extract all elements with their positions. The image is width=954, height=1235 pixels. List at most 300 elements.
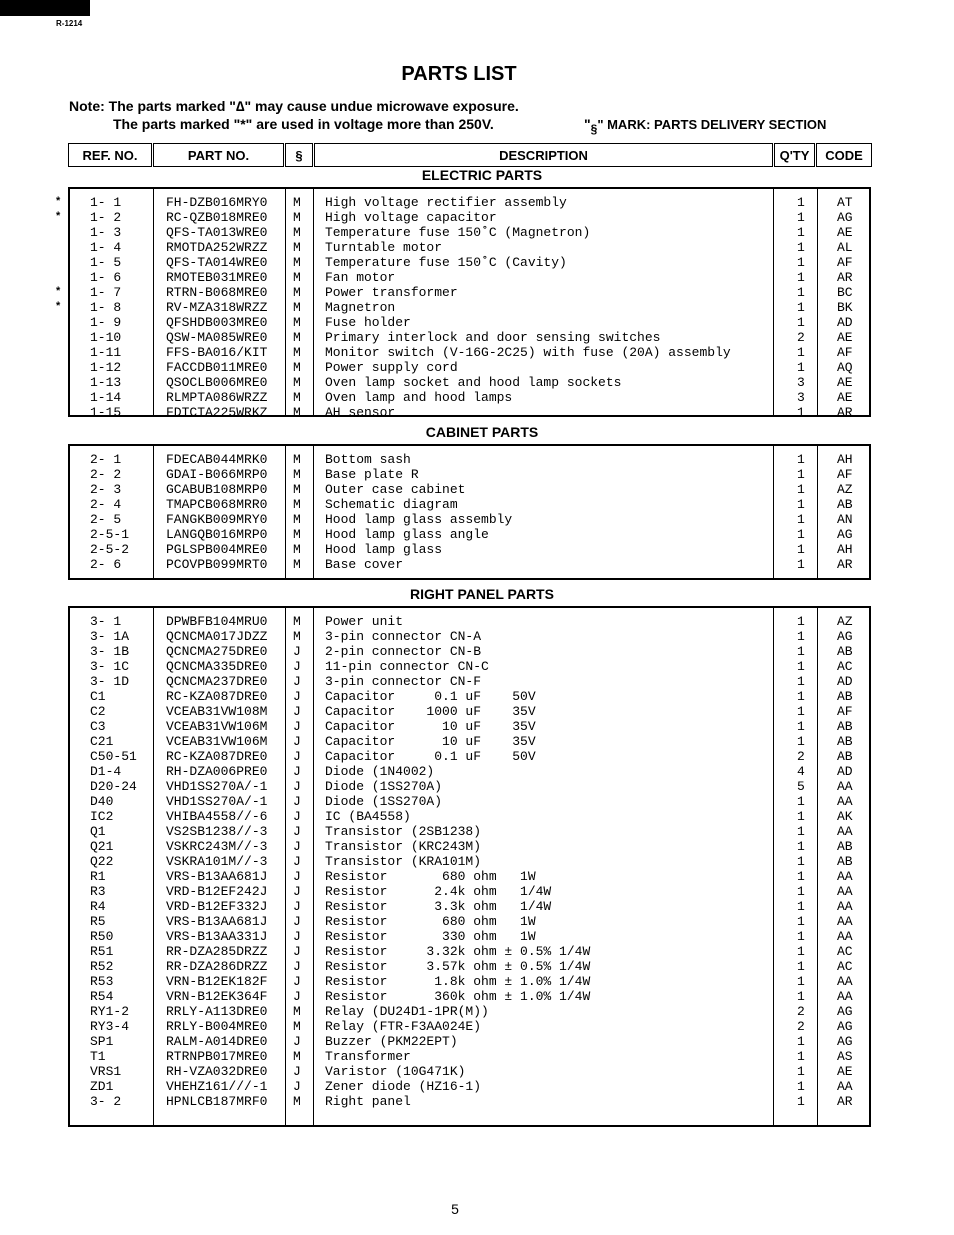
cell-qty: 2	[797, 1004, 805, 1019]
cell-ref: 1- 4	[90, 240, 122, 255]
cell-part: RRLY-A113DRE0	[166, 1004, 268, 1019]
cell-code: AE	[837, 375, 853, 390]
cell-part: VHEHZ161///-1	[166, 1079, 268, 1094]
cell-part: RH-VZA032DRE0	[166, 1064, 268, 1079]
cell-code: AA	[837, 824, 853, 839]
cell-code: AT	[837, 195, 853, 210]
cell-code: AA	[837, 914, 853, 929]
cell-desc: Diode (1SS270A)	[325, 779, 443, 794]
cell-qty: 3	[797, 390, 805, 405]
cell-part: FFS-BA016/KIT	[166, 345, 268, 360]
cell-code: AL	[837, 240, 853, 255]
cell-part: RH-DZA006PRE0	[166, 764, 268, 779]
cell-sec: M	[293, 195, 301, 210]
cell-qty: 1	[797, 689, 805, 704]
cell-code: AQ	[837, 360, 853, 375]
cell-qty: 1	[797, 704, 805, 719]
cell-ref: 1-11	[90, 345, 122, 360]
cell-ref: 1-13	[90, 375, 122, 390]
cell-desc: Magnetron	[325, 300, 396, 315]
cell-desc: Resistor 330 ohm 1W	[325, 929, 536, 944]
cell-sec: J	[293, 659, 301, 674]
cell-code: AE	[837, 390, 853, 405]
cell-desc: Monitor switch (V-16G-2C25) with fuse (20A) assembly	[325, 345, 731, 360]
table-body	[70, 614, 869, 1109]
cell-sec: J	[293, 689, 301, 704]
table-row	[70, 929, 869, 944]
col-header-section: §	[285, 143, 313, 167]
cell-ref: R5	[90, 914, 106, 929]
cell-qty: 1	[797, 674, 805, 689]
page-title: PARTS LIST	[401, 63, 517, 85]
cell-ref: 1- 7	[90, 285, 122, 300]
table-row	[70, 482, 869, 497]
cell-desc: Temperature fuse 150˚C (Cavity)	[325, 255, 567, 270]
cell-desc: Power transformer	[325, 285, 458, 300]
cell-sec: M	[293, 345, 301, 360]
cell-sec: M	[293, 210, 301, 225]
column-header-row	[68, 143, 872, 167]
cell-part: QFSHDB003MRE0	[166, 315, 268, 330]
table-row	[70, 869, 869, 884]
table-row	[70, 345, 869, 360]
cell-ref: 1-12	[90, 360, 122, 375]
table-row	[70, 255, 869, 270]
section-title: RIGHT PANEL PARTS	[410, 586, 554, 602]
cell-part: VSKRC243M//-3	[166, 839, 268, 854]
table-row	[70, 390, 869, 405]
table-row	[70, 734, 869, 749]
cell-ref: R4	[90, 899, 106, 914]
cell-ref: R3	[90, 884, 106, 899]
cell-code: AG	[837, 629, 853, 644]
cell-part: VCEAB31VW106M	[166, 734, 268, 749]
cell-ref: R51	[90, 944, 114, 959]
cell-desc: Temperature fuse 150˚C (Magnetron)	[325, 225, 591, 240]
cell-ref: 2- 3	[90, 482, 122, 497]
cell-sec: J	[293, 779, 301, 794]
cell-part: RTRN-B068MRE0	[166, 285, 268, 300]
cell-qty: 1	[797, 1079, 805, 1094]
high-voltage-star: *	[56, 210, 61, 222]
table-row	[70, 1034, 869, 1049]
cell-qty: 1	[797, 959, 805, 974]
cell-desc: Capacitor 10 uF 35V	[325, 719, 536, 734]
cell-qty: 1	[797, 360, 805, 375]
cell-sec: M	[293, 255, 301, 270]
cell-desc: Resistor 680 ohm 1W	[325, 869, 536, 884]
cell-ref: 2- 4	[90, 497, 122, 512]
cell-desc: Transformer	[325, 1049, 411, 1064]
cell-sec: J	[293, 824, 301, 839]
parts-table	[68, 444, 871, 580]
cell-part: VRS-B13AA681J	[166, 914, 268, 929]
cell-part: FANGKB009MRY0	[166, 512, 268, 527]
cell-code: AE	[837, 225, 853, 240]
cell-ref: D1-4	[90, 764, 122, 779]
cell-qty: 1	[797, 974, 805, 989]
cell-ref: 2-5-2	[90, 542, 130, 557]
cell-sec: J	[293, 839, 301, 854]
cell-sec: J	[293, 974, 301, 989]
cell-qty: 1	[797, 285, 805, 300]
cell-sec: M	[293, 360, 301, 375]
cell-qty: 1	[797, 542, 805, 557]
cell-qty: 1	[797, 527, 805, 542]
cell-sec: M	[293, 452, 301, 467]
cell-sec: J	[293, 989, 301, 1004]
cell-sec: J	[293, 674, 301, 689]
cell-ref: C50-51	[90, 749, 137, 764]
cell-qty: 5	[797, 779, 805, 794]
cell-sec: M	[293, 390, 301, 405]
cell-code: AF	[837, 467, 853, 482]
cell-part: QFS-TA014WRE0	[166, 255, 268, 270]
table-row	[70, 195, 869, 210]
cell-code: AF	[837, 704, 853, 719]
cell-sec: M	[293, 497, 301, 512]
cell-qty: 1	[797, 809, 805, 824]
cell-part: GCABUB108MRP0	[166, 482, 268, 497]
cell-part: RC-KZA087DRE0	[166, 689, 268, 704]
cell-code: BC	[837, 285, 853, 300]
cell-code: AA	[837, 779, 853, 794]
cell-part: QCNCMA237DRE0	[166, 674, 268, 689]
cell-qty: 1	[797, 345, 805, 360]
high-voltage-star: *	[56, 300, 61, 312]
table-row	[70, 225, 869, 240]
cell-sec: M	[293, 225, 301, 240]
cell-part: DPWBFB104MRU0	[166, 614, 268, 629]
cell-qty: 2	[797, 749, 805, 764]
cell-desc: Base cover	[325, 557, 404, 572]
cell-qty: 1	[797, 300, 805, 315]
cell-part: VCEAB31VW108M	[166, 704, 268, 719]
cell-qty: 1	[797, 1034, 805, 1049]
cell-part: RR-DZA285DRZZ	[166, 944, 268, 959]
table-row	[70, 285, 869, 300]
cell-ref: R53	[90, 974, 114, 989]
cell-sec: M	[293, 285, 301, 300]
cell-part: QCNCMA335DRE0	[166, 659, 268, 674]
cell-sec: M	[293, 405, 301, 420]
cell-sec: J	[293, 899, 301, 914]
cell-ref: 1-15	[90, 405, 122, 420]
cell-desc: Power unit	[325, 614, 404, 629]
cell-ref: 2- 2	[90, 467, 122, 482]
cell-qty: 1	[797, 210, 805, 225]
table-row	[70, 1079, 869, 1094]
note-high-voltage: The parts marked "*" are used in voltage more than 250V.	[113, 116, 494, 132]
cell-desc: Capacitor 0.1 uF 50V	[325, 689, 536, 704]
cell-desc: 11-pin connector CN-C	[325, 659, 489, 674]
cell-qty: 1	[797, 734, 805, 749]
cell-desc: Turntable motor	[325, 240, 443, 255]
cell-ref: C21	[90, 734, 114, 749]
col-header-part: PART NO.	[153, 143, 284, 167]
cell-qty: 2	[797, 330, 805, 345]
cell-ref: 1- 8	[90, 300, 122, 315]
cell-ref: R50	[90, 929, 114, 944]
table-row	[70, 944, 869, 959]
section-mark-symbol: §	[590, 122, 598, 136]
table-row	[70, 405, 869, 420]
cell-sec: M	[293, 1019, 301, 1034]
cell-ref: Q1	[90, 824, 106, 839]
cell-code: AB	[837, 497, 853, 512]
cell-ref: IC2	[90, 809, 114, 824]
cell-desc: AH sensor	[325, 405, 396, 420]
cell-desc: Hood lamp glass angle	[325, 527, 489, 542]
cell-sec: J	[293, 854, 301, 869]
cell-ref: R52	[90, 959, 114, 974]
cell-sec: J	[293, 929, 301, 944]
table-row	[70, 959, 869, 974]
cell-ref: 3- 1B	[90, 644, 130, 659]
cell-ref: 2- 6	[90, 557, 122, 572]
cell-qty: 1	[797, 899, 805, 914]
cell-sec: M	[293, 482, 301, 497]
cell-code: AB	[837, 839, 853, 854]
table-row	[70, 764, 869, 779]
cell-sec: J	[293, 749, 301, 764]
cell-ref: 1- 5	[90, 255, 122, 270]
cell-sec: M	[293, 300, 301, 315]
cell-sec: M	[293, 1049, 301, 1064]
cell-part: VCEAB31VW106M	[166, 719, 268, 734]
cell-code: AC	[837, 944, 853, 959]
cell-part: RRLY-B004MRE0	[166, 1019, 268, 1034]
table-row	[70, 899, 869, 914]
cell-ref: 1- 2	[90, 210, 122, 225]
cell-code: AZ	[837, 614, 853, 629]
cell-desc: High voltage capacitor	[325, 210, 497, 225]
cell-code: AE	[837, 330, 853, 345]
cell-qty: 1	[797, 1064, 805, 1079]
cell-sec: M	[293, 270, 301, 285]
cell-code: AR	[837, 270, 853, 285]
cell-ref: Q22	[90, 854, 114, 869]
cell-ref: D20-24	[90, 779, 137, 794]
cell-ref: T1	[90, 1049, 106, 1064]
cell-desc: Fuse holder	[325, 315, 411, 330]
cell-ref: C2	[90, 704, 106, 719]
table-row	[70, 839, 869, 854]
cell-code: AG	[837, 527, 853, 542]
cell-code: AB	[837, 719, 853, 734]
cell-sec: M	[293, 557, 301, 572]
cell-ref: ZD1	[90, 1079, 114, 1094]
cell-code: AG	[837, 1034, 853, 1049]
cell-qty: 1	[797, 482, 805, 497]
cell-qty: 1	[797, 884, 805, 899]
cell-code: AH	[837, 452, 853, 467]
table-row	[70, 749, 869, 764]
cell-desc: Transistor (KRC243M)	[325, 839, 482, 854]
cell-desc: 3-pin connector CN-F	[325, 674, 482, 689]
cell-part: FDECAB044MRK0	[166, 452, 268, 467]
cell-part: QSOCLB006MRE0	[166, 375, 268, 390]
cell-code: AC	[837, 659, 853, 674]
cell-desc: 2-pin connector CN-B	[325, 644, 482, 659]
cell-sec: J	[293, 1064, 301, 1079]
cell-code: AD	[837, 764, 853, 779]
cell-part: LANGQB016MRP0	[166, 527, 268, 542]
cell-sec: J	[293, 734, 301, 749]
cell-desc: Relay (DU24D1-1PR(M))	[325, 1004, 489, 1019]
cell-desc: Relay (FTR-F3AA024E)	[325, 1019, 482, 1034]
cell-qty: 1	[797, 944, 805, 959]
cell-desc: Hood lamp glass	[325, 542, 443, 557]
cell-sec: M	[293, 1094, 301, 1109]
table-row	[70, 375, 869, 390]
cell-code: AE	[837, 1064, 853, 1079]
cell-qty: 1	[797, 240, 805, 255]
high-voltage-star: *	[56, 285, 61, 297]
parts-table	[68, 187, 871, 420]
cell-sec: J	[293, 944, 301, 959]
cell-part: VS2SB1238//-3	[166, 824, 268, 839]
cell-code: AB	[837, 854, 853, 869]
cell-desc: Hood lamp glass assembly	[325, 512, 513, 527]
cell-part: RV-MZA318WRZZ	[166, 300, 268, 315]
cell-qty: 1	[797, 467, 805, 482]
table-row	[70, 779, 869, 794]
table-row	[70, 360, 869, 375]
cell-code: AN	[837, 512, 853, 527]
cell-desc: Right panel	[325, 1094, 411, 1109]
cell-ref: RY3-4	[90, 1019, 130, 1034]
cell-desc: Base plate R	[325, 467, 419, 482]
note-section-quote: "	[584, 116, 591, 132]
cell-sec: M	[293, 330, 301, 345]
cell-desc: Diode (1SS270A)	[325, 794, 443, 809]
cell-qty: 1	[797, 315, 805, 330]
cell-part: RALM-A014DRE0	[166, 1034, 268, 1049]
cell-ref: 1-10	[90, 330, 122, 345]
table-row	[70, 1094, 869, 1109]
note-section-text: " MARK: PARTS DELIVERY SECTION	[597, 117, 827, 132]
cell-qty: 1	[797, 854, 805, 869]
cell-qty: 2	[797, 1019, 805, 1034]
cell-sec: J	[293, 764, 301, 779]
cell-code: AD	[837, 315, 853, 330]
table-body	[70, 452, 869, 572]
cell-code: AR	[837, 1094, 853, 1109]
cell-ref: 2- 1	[90, 452, 122, 467]
cell-part: QCNCMA017JDZZ	[166, 629, 268, 644]
col-header-ref: REF. NO.	[68, 143, 152, 167]
table-row	[70, 704, 869, 719]
cell-part: FDTCTA225WRKZ	[166, 405, 268, 420]
cell-desc: Oven lamp and hood lamps	[325, 390, 513, 405]
section-title: ELECTRIC PARTS	[421, 167, 543, 183]
cell-code: AF	[837, 255, 853, 270]
table-row	[70, 989, 869, 1004]
cell-sec: M	[293, 542, 301, 557]
cell-desc: Zener diode (HZ16-1)	[325, 1079, 482, 1094]
cell-part: RC-QZB018MRE0	[166, 210, 268, 225]
table-row	[70, 719, 869, 734]
table-row	[70, 315, 869, 330]
cell-sec: M	[293, 629, 301, 644]
cell-ref: SP1	[90, 1034, 114, 1049]
cell-qty: 1	[797, 497, 805, 512]
cell-qty: 3	[797, 375, 805, 390]
cell-ref: 1- 6	[90, 270, 122, 285]
cell-ref: 1-14	[90, 390, 122, 405]
cell-part: FH-DZB016MRY0	[166, 195, 268, 210]
cell-desc: Resistor 3.3k ohm 1/4W	[325, 899, 552, 914]
cell-sec: J	[293, 794, 301, 809]
cell-part: VRS-B13AA331J	[166, 929, 268, 944]
cell-part: RLMPTA086WRZZ	[166, 390, 268, 405]
col-header-code: CODE	[816, 143, 872, 167]
cell-code: AZ	[837, 482, 853, 497]
cell-desc: Fan motor	[325, 270, 396, 285]
cell-desc: Bottom sash	[325, 452, 411, 467]
table-row	[70, 629, 869, 644]
cell-qty: 1	[797, 914, 805, 929]
cell-qty: 1	[797, 929, 805, 944]
cell-code: AA	[837, 974, 853, 989]
cell-code: AB	[837, 734, 853, 749]
cell-qty: 1	[797, 629, 805, 644]
cell-ref: 2-5-1	[90, 527, 130, 542]
col-header-qty: Q'TY	[774, 143, 815, 167]
cell-qty: 1	[797, 1049, 805, 1064]
note-section-mark	[584, 116, 827, 136]
table-row	[70, 1004, 869, 1019]
cell-desc: Resistor 680 ohm 1W	[325, 914, 536, 929]
cell-part: VRN-B12EK364F	[166, 989, 268, 1004]
cell-code: AB	[837, 689, 853, 704]
cell-code: AA	[837, 869, 853, 884]
cell-part: VRD-B12EF332J	[166, 899, 268, 914]
cell-desc: Resistor 1.8k ohm ± 1.0% 1/4W	[325, 974, 591, 989]
cell-code: AA	[837, 794, 853, 809]
top-black-bar	[0, 0, 90, 16]
cell-sec: J	[293, 1034, 301, 1049]
cell-code: AC	[837, 959, 853, 974]
cell-qty: 1	[797, 839, 805, 854]
table-row	[70, 884, 869, 899]
cell-desc: Buzzer (PKM22EPT)	[325, 1034, 458, 1049]
cell-code: AG	[837, 1004, 853, 1019]
model-number: R-1214	[56, 19, 83, 28]
table-row	[70, 300, 869, 315]
cell-sec: M	[293, 512, 301, 527]
cell-desc: Diode (1N4002)	[325, 764, 435, 779]
cell-part: TMAPCB068MRR0	[166, 497, 268, 512]
cell-desc: Resistor 3.57k ohm ± 0.5% 1/4W	[325, 959, 591, 974]
cell-qty: 1	[797, 614, 805, 629]
page-number: 5	[451, 1201, 459, 1217]
cell-qty: 1	[797, 1094, 805, 1109]
table-row	[70, 210, 869, 225]
table-row	[70, 674, 869, 689]
cell-sec: J	[293, 1079, 301, 1094]
table-body	[70, 195, 869, 420]
cell-desc: Outer case cabinet	[325, 482, 466, 497]
cell-qty: 1	[797, 225, 805, 240]
cell-ref: C3	[90, 719, 106, 734]
cell-sec: J	[293, 644, 301, 659]
cell-desc: IC (BA4558)	[325, 809, 411, 824]
cell-desc: Schematic diagram	[325, 497, 458, 512]
cell-desc: High voltage rectifier assembly	[325, 195, 567, 210]
table-row	[70, 914, 869, 929]
